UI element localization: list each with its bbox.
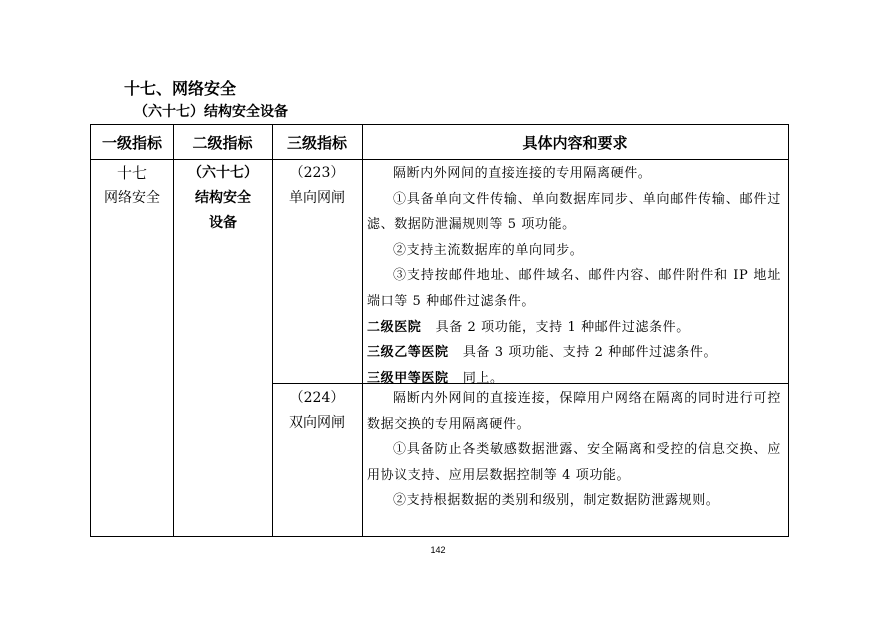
header-level3: 三级指标 (286, 133, 347, 152)
level2-name: 结构安全 (195, 190, 251, 206)
grade-label: 三级乙等医院 (367, 345, 449, 361)
page-number: 142 (430, 545, 446, 555)
grade-text: 同上。 (462, 370, 504, 386)
content-paragraph: 隔断内外网间的直接连接的专用隔离硬件。 (393, 166, 652, 181)
header-level2: 二级指标 (192, 133, 253, 152)
content-cell-223 (367, 161, 781, 391)
grade-line (367, 315, 781, 341)
content-paragraph: ②支持根据数据的类别和级别，制定数据防泄露规则。 (393, 493, 720, 509)
level2-name-cont: 设备 (209, 215, 237, 231)
header-level1: 一级指标 (101, 133, 162, 152)
level1-cell (91, 161, 173, 211)
grade-text: 具备 3 项功能、支持 2 种邮件过滤条件。 (462, 345, 718, 361)
sub-title: （六十七）结构安全设备 (134, 104, 288, 120)
header-divider (91, 159, 788, 160)
level3-cell-224 (273, 386, 361, 436)
column-divider (173, 125, 174, 536)
column-divider (362, 125, 363, 536)
grade-line (367, 340, 781, 366)
level3-cell-223 (273, 161, 361, 211)
level2-code: （六十七） (188, 165, 258, 181)
grade-label: 二级医院 (367, 319, 422, 335)
level3-name: 双向网闸 (289, 415, 345, 431)
level1-name: 网络安全 (104, 190, 160, 206)
content-paragraph: ①具备单向文件传输、单向数据库同步、单向邮件传输、邮件过滤、数据防泄漏规则等 5 项功能。 (367, 191, 781, 233)
grade-label: 三级甲等医院 (367, 370, 449, 386)
level3-code: （223） (289, 165, 345, 181)
grade-text: 具备 2 项功能，支持 1 种邮件过滤条件。 (435, 319, 690, 335)
level3-name: 单向网闸 (289, 190, 345, 206)
content-paragraph: ①具备防止各类敏感数据泄露、安全隔离和受控的信息交换、应用协议支持、应用层数据控制等 4 项功能。 (367, 442, 781, 483)
level3-code: （224） (289, 390, 345, 406)
content-paragraph: ②支持主流数据库的单向同步。 (393, 242, 584, 258)
content-paragraph: 隔断内外网间的直接连接，保障用户网络在隔离的同时进行可控数据交换的专用隔离硬件。 (367, 391, 781, 432)
requirements-table (90, 124, 789, 537)
content-paragraph: ③支持按邮件地址、邮件域名、邮件内容、邮件附件和 IP 地址端口等 5 种邮件过滤条件。 (367, 268, 781, 309)
section-title: 十七、网络安全 (124, 79, 237, 98)
level2-cell (175, 161, 271, 236)
header-content: 具体内容和要求 (522, 133, 628, 152)
content-cell-224 (367, 386, 781, 514)
level1-code: 十七 (116, 164, 147, 182)
